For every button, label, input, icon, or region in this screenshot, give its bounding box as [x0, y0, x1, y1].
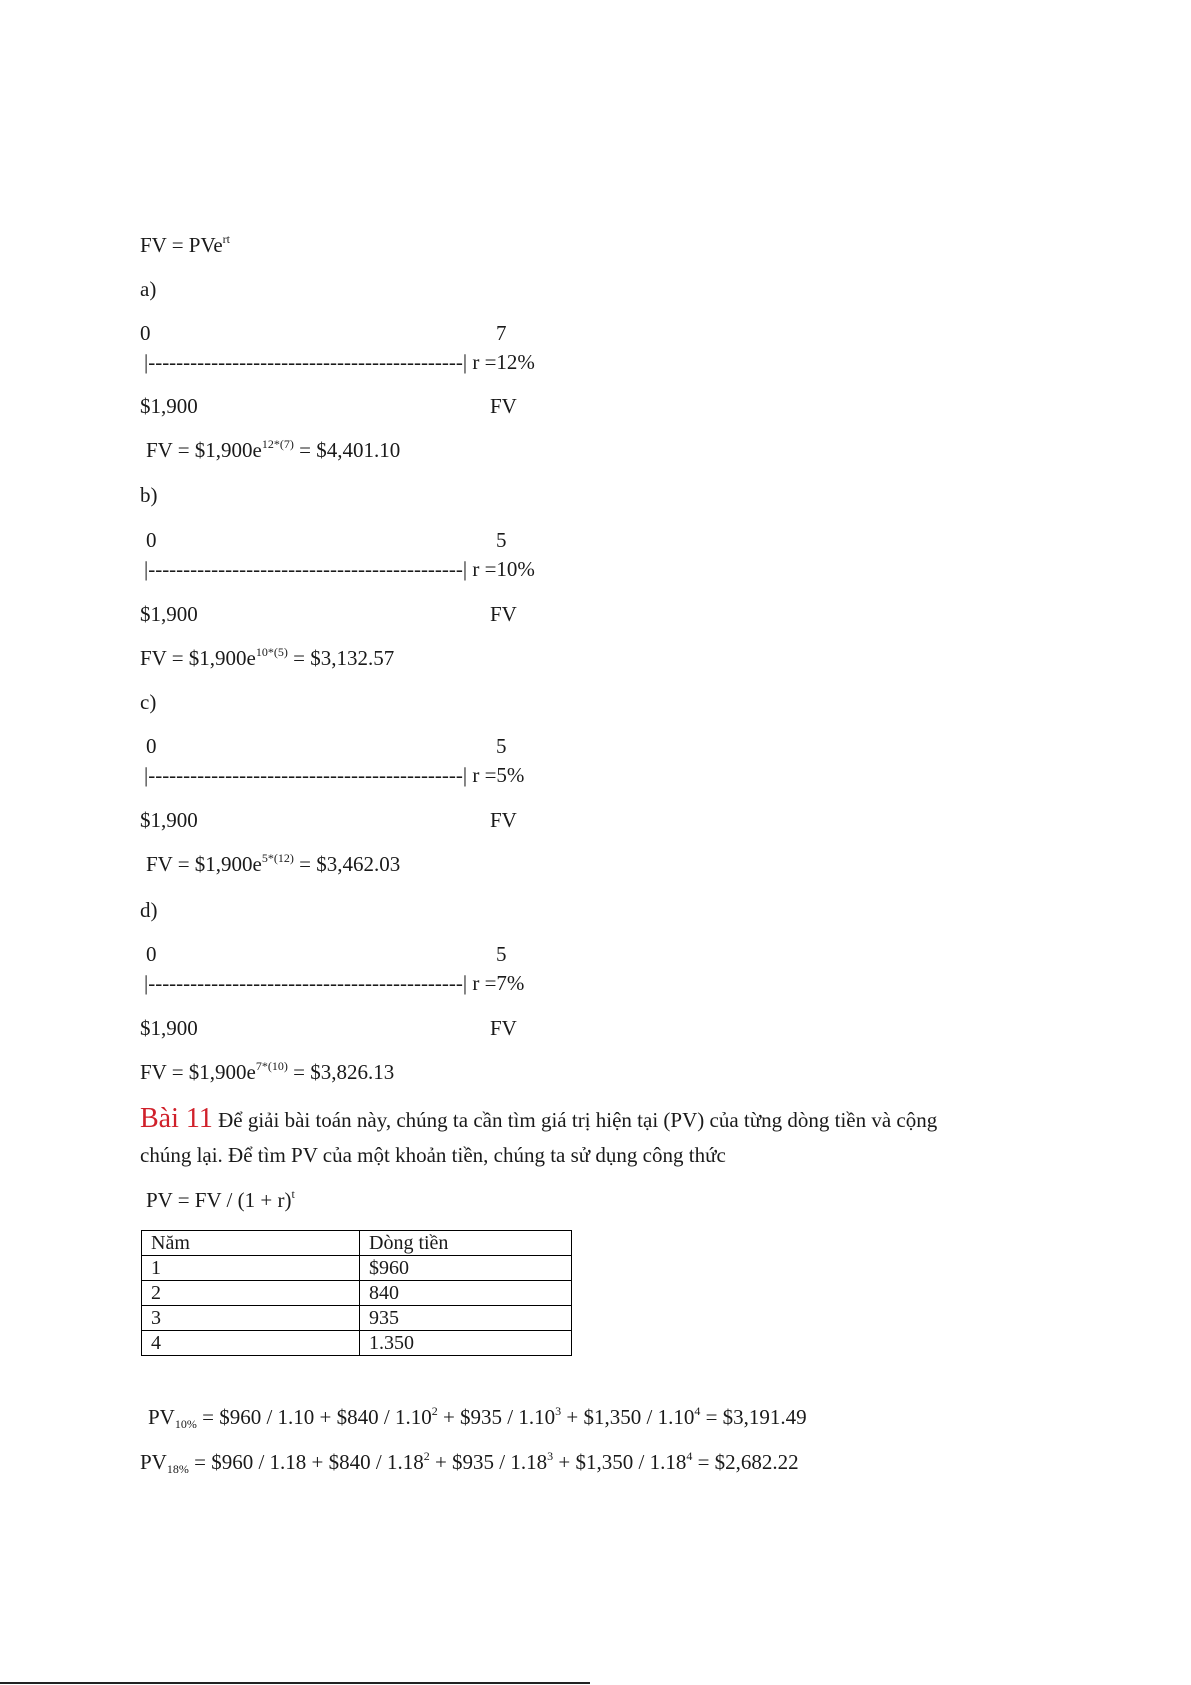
bai11-title: Bài 11 [140, 1103, 213, 1134]
bai11-intro-2: chúng lại. Để tìm PV của một khoản tiền, chúng ta sử dụng công thức [140, 1143, 726, 1167]
table-row [142, 1256, 572, 1281]
part-c-calc: FV = $\$1,900e^{5*(12)}$ = $3,462.03 [146, 851, 401, 876]
part-a-pv: $1,900 [140, 394, 198, 418]
table-cell: 1.350 [360, 1331, 572, 1356]
part-d-label: d) [140, 898, 158, 922]
bai11-intro-1: Để giải bài toán này, chúng ta cần tìm giá trị hiện tại (PV) của từng dòng tiền và cộng [212, 1108, 938, 1132]
table-row [142, 1306, 572, 1331]
pv-10-calc: $PV_{10\%}$ = $960 / 1.10 + $840 / $1.10^2$ + $935 / $1.10^3$ + $1,350 / $1.10^4$ = $3,191.49 [148, 1404, 807, 1431]
footer-divider [0, 1682, 590, 1684]
table-cell: 3 [142, 1306, 360, 1331]
part-d-t1: 5 [496, 942, 507, 966]
part-d-timeline: |---------------------------------------------| r =7% [144, 971, 525, 995]
part-b-timeline: |---------------------------------------------| r =10% [144, 557, 535, 581]
bai11-heading [140, 1103, 938, 1134]
table-header: Năm [142, 1231, 360, 1256]
part-c-t0: 0 [146, 734, 157, 758]
table-cell: $960 [360, 1256, 572, 1281]
part-b-pv: $1,900 [140, 602, 198, 626]
part-a-calc: FV = $\$1,900e^{12*(7)}$ = $4,401.10 [146, 437, 401, 462]
part-b-label: b) [140, 483, 158, 507]
pv-formula: PV = FV / $(1 + r)^t$ [146, 1187, 295, 1212]
part-c-fv: FV [490, 808, 517, 832]
part-a-t1: 7 [496, 321, 507, 345]
part-c-t1: 5 [496, 734, 507, 758]
table-cell: 1 [142, 1256, 360, 1281]
table-cell: 4 [142, 1331, 360, 1356]
fv-general-formula: FV = PVe$^{rt}$ [140, 232, 230, 257]
pv-18-calc: $PV_{18\%}$ = $960 / 1.18 + $840 / $1.18^2$ + $935 / $1.18^3$ + $1,350 / $1.18^4$ = $2,682.22 [140, 1449, 799, 1476]
part-a-timeline: |---------------------------------------------| r =12% [144, 350, 535, 374]
table-cell: 2 [142, 1281, 360, 1306]
table-row [142, 1331, 572, 1356]
part-c-timeline: |---------------------------------------------| r =5% [144, 763, 525, 787]
table-header: Dòng tiền [360, 1231, 572, 1256]
part-b-fv: FV [490, 602, 517, 626]
table-row [142, 1281, 572, 1306]
part-d-pv: $1,900 [140, 1016, 198, 1040]
part-a-label: a) [140, 277, 157, 301]
part-b-t1: 5 [496, 528, 507, 552]
cash-flow-table [141, 1230, 572, 1356]
table-header-row [142, 1231, 572, 1256]
part-c-pv: $1,900 [140, 808, 198, 832]
part-d-t0: 0 [146, 942, 157, 966]
part-c-label: c) [140, 690, 157, 714]
table-cell: 840 [360, 1281, 572, 1306]
table-cell: 935 [360, 1306, 572, 1331]
part-b-calc: FV = $\$1,900e^{10*(5)}$ = $3,132.57 [140, 645, 395, 670]
part-d-calc: FV = $\$1,900e^{7*(10)}$ = $3,826.13 [140, 1059, 395, 1084]
part-d-fv: FV [490, 1016, 517, 1040]
part-a-t0: 0 [140, 321, 151, 345]
part-b-t0: 0 [146, 528, 157, 552]
part-a-fv: FV [490, 394, 517, 418]
